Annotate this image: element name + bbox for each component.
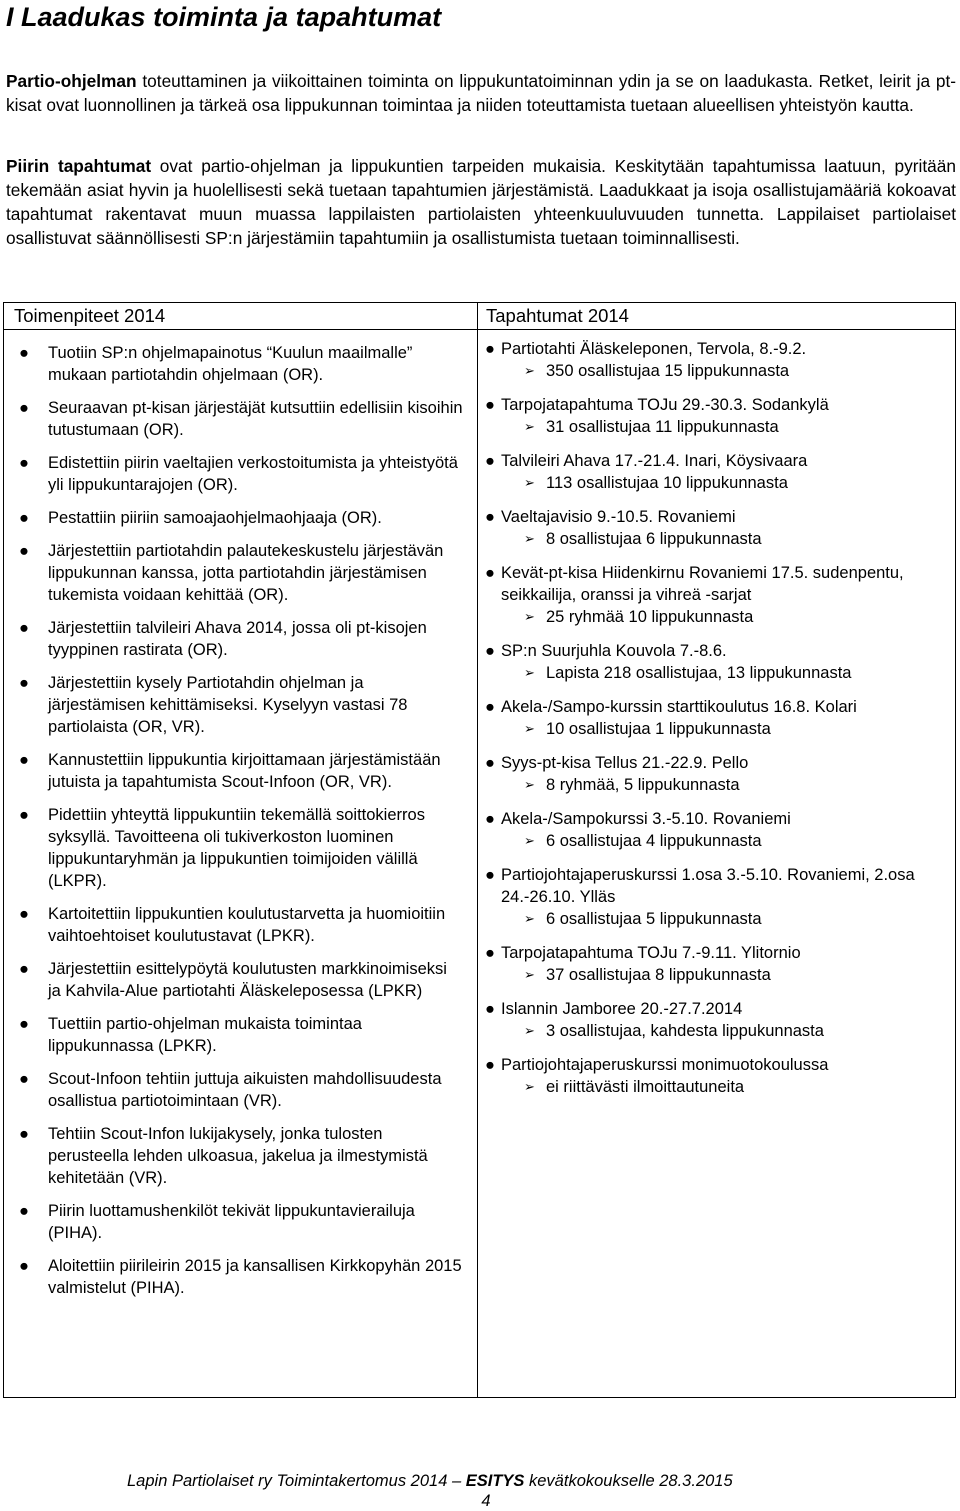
event-list-item	[484, 1054, 954, 1098]
event-name-row	[484, 562, 954, 606]
intro-bold-term-1: Partio-ohjelman	[6, 71, 137, 91]
action-list-item	[8, 672, 463, 738]
event-name-row	[484, 752, 954, 774]
bullet-icon: ●	[485, 866, 495, 884]
event-name: Akela-/Sampo-kurssin starttikoulutus 16.8. Kolari	[501, 698, 857, 716]
event-list-item	[484, 942, 954, 986]
event-detail-row	[484, 908, 954, 930]
bullet-icon: ●	[19, 344, 29, 362]
arrow-bullet-icon: ➢	[524, 665, 535, 680]
event-name-row	[484, 864, 954, 908]
event-detail-row	[484, 662, 954, 684]
event-detail-row	[484, 472, 954, 494]
bullet-icon: ●	[19, 1125, 29, 1143]
action-text: Pidettiin yhteyttä lippukuntiin tekemällä soittokierros syksyllä. Tavoitteena oli tukiverkoston luominen lippukuntaryhmän ja lippukuntien toimijoiden välillä (LKPR).	[48, 806, 425, 890]
bullet-icon: ●	[19, 1257, 29, 1275]
page-footer	[127, 1471, 847, 1491]
event-detail: 6 osallistujaa 4 lippukunnasta	[546, 832, 762, 850]
event-list-item	[484, 696, 954, 740]
event-name-row	[484, 450, 954, 472]
arrow-bullet-icon: ➢	[524, 967, 535, 982]
bullet-icon: ●	[19, 399, 29, 417]
action-list-item	[8, 617, 463, 661]
action-list-item	[8, 804, 463, 892]
bullet-icon: ●	[485, 452, 495, 470]
column-header-actions: Toimenpiteet 2014	[14, 305, 166, 326]
action-text: Kannustettiin lippukuntia kirjoittamaan järjestämistään jutuista ja tapahtumista Scout-Infoon (OR, VR).	[48, 751, 441, 791]
footer-text-after: kevätkokoukselle 28.3.2015	[524, 1472, 733, 1490]
action-text: Scout-Infoon tehtiin juttuja aikuisten mahdollisuudesta osallistua partiotoimintaan (VR).	[48, 1070, 442, 1110]
event-name: SP:n Suurjuhla Kouvola 7.-8.6.	[501, 642, 727, 660]
event-name: Akela-/Sampokurssi 3.-5.10. Rovaniemi	[501, 810, 791, 828]
arrow-bullet-icon: ➢	[524, 721, 535, 736]
event-list-item	[484, 450, 954, 494]
action-text: Seuraavan pt-kisan järjestäjät kutsuttiin edellisiin kisoihin tutustumaan (OR).	[48, 399, 463, 439]
event-detail: 113 osallistujaa 10 lippukunnasta	[546, 474, 788, 492]
intro-text-1: toteuttaminen ja viikoittainen toiminta on lippukuntatoiminnan ydin ja se on laadukasta. Retket, leirit ja pt-kisat ovat luonnollinen ja tärkeä osa lippukunnan toimintaa ja niiden toteuttamista tuetaan alueellisen yhteistyön kautta.	[6, 71, 956, 115]
action-text: Piirin luottamushenkilöt tekivät lippukuntavierailuja (PIHA).	[48, 1202, 415, 1242]
bullet-icon: ●	[485, 810, 495, 828]
event-detail-row	[484, 718, 954, 740]
intro-paragraph-2	[6, 154, 956, 250]
event-detail: 37 osallistujaa 8 lippukunnasta	[546, 966, 771, 984]
action-text: Pestattiin piiriin samoajaohjelmaohjaaja (OR).	[48, 509, 382, 527]
table-column-divider	[477, 303, 478, 1397]
event-detail-row	[484, 528, 954, 550]
event-detail-row	[484, 1020, 954, 1042]
bullet-icon: ●	[19, 454, 29, 472]
action-text: Järjestettiin partiotahdin palautekeskustelu järjestävän lippukunnan kanssa, jotta partiotahdin järjestämisen tukemista voidaan kehittää (OR).	[48, 542, 444, 604]
event-name-row	[484, 394, 954, 416]
event-name-row	[484, 506, 954, 528]
event-detail-row	[484, 360, 954, 382]
action-list-item	[8, 507, 463, 529]
bullet-icon: ●	[19, 751, 29, 769]
event-detail-row	[484, 416, 954, 438]
action-list-item	[8, 452, 463, 496]
intro-text-2: ovat partio-ohjelman ja lippukuntien tarpeiden mukaisia. Keskitytään tapahtumissa laatuun, pyritään tekemään asiat hyvin ja huolellisesti sekä tuetaan tapahtumien järjestämistä. Laadukkaat ja isoja osallistujamääriä kokoavat tapahtumat rakentavat muun muassa lappilaisten partiolaisten yhteenkuuluvuuden tunnetta. Lappilaiset partiolaiset osallistuvat säännöllisesti SP:n järjestämiin tapahtumiin ja osallistumista tuetaan toiminnallisesti.	[6, 156, 956, 248]
bullet-icon: ●	[485, 1000, 495, 1018]
footer-text-before: Lapin Partiolaiset ry Toimintakertomus 2014 –	[127, 1472, 466, 1490]
arrow-bullet-icon: ➢	[524, 475, 535, 490]
bullet-icon: ●	[485, 396, 495, 414]
action-text: Järjestettiin esittelypöytä koulutusten markkinoimiseksi ja Kahvila-Alue partiotahti Äläskeleposessa (LPKR)	[48, 960, 447, 1000]
event-name-row	[484, 808, 954, 830]
arrow-bullet-icon: ➢	[524, 777, 535, 792]
arrow-bullet-icon: ➢	[524, 419, 535, 434]
event-name: Syys-pt-kisa Tellus 21.-22.9. Pello	[501, 754, 749, 772]
event-name-row	[484, 640, 954, 662]
bullet-icon: ●	[19, 960, 29, 978]
action-text: Tuotiin SP:n ohjelmapainotus “Kuulun maailmalle” mukaan partiotahdin ohjelmaan (OR).	[48, 344, 413, 384]
event-list-item	[484, 506, 954, 550]
event-name-row	[484, 998, 954, 1020]
bullet-icon: ●	[19, 1015, 29, 1033]
action-text: Tuettiin partio-ohjelman mukaista toimintaa lippukunnassa (LPKR).	[48, 1015, 362, 1055]
action-list-item	[8, 1255, 463, 1299]
action-list-item	[8, 1200, 463, 1244]
page-title: I Laadukas toiminta ja tapahtumat	[6, 2, 442, 32]
arrow-bullet-icon: ➢	[524, 531, 535, 546]
event-name: Tarpojatapahtuma TOJu 7.-9.11. Ylitornio	[501, 944, 801, 962]
event-detail: 8 osallistujaa 6 lippukunnasta	[546, 530, 762, 548]
event-name-row	[484, 696, 954, 718]
bullet-icon: ●	[19, 619, 29, 637]
bullet-icon: ●	[485, 642, 495, 660]
column-header-events: Tapahtumat 2014	[486, 305, 629, 326]
bullet-icon: ●	[485, 754, 495, 772]
event-name: Partiojohtajaperuskurssi monimuotokoulussa	[501, 1056, 829, 1074]
action-text: Järjestettiin talvileiri Ahava 2014, jossa oli pt-kisojen tyyppinen rastirata (OR).	[48, 619, 427, 659]
action-list-item	[8, 958, 463, 1002]
bullet-icon: ●	[19, 905, 29, 923]
action-list-item	[8, 903, 463, 947]
bullet-icon: ●	[485, 1056, 495, 1074]
event-detail: 10 osallistujaa 1 lippukunnasta	[546, 720, 771, 738]
arrow-bullet-icon: ➢	[524, 833, 535, 848]
arrow-bullet-icon: ➢	[524, 363, 535, 378]
event-list-item	[484, 562, 954, 628]
arrow-bullet-icon: ➢	[524, 911, 535, 926]
event-detail: 6 osallistujaa 5 lippukunnasta	[546, 910, 762, 928]
footer-bold-word: ESITYS	[465, 1472, 525, 1490]
event-list-item	[484, 338, 954, 382]
bullet-icon: ●	[19, 1202, 29, 1220]
event-list-item	[484, 998, 954, 1042]
bullet-icon: ●	[19, 674, 29, 692]
event-detail: ei riittävästi ilmoittautuneita	[546, 1078, 745, 1096]
action-text: Aloitettiin piirileirin 2015 ja kansallisen Kirkkopyhän 2015 valmistelut (PIHA).	[48, 1257, 462, 1297]
bullet-icon: ●	[19, 806, 29, 824]
arrow-bullet-icon: ➢	[524, 609, 535, 624]
bullet-icon: ●	[19, 509, 29, 527]
event-name-row	[484, 942, 954, 964]
action-list-item	[8, 397, 463, 441]
event-detail: 3 osallistujaa, kahdesta lippukunnasta	[546, 1022, 824, 1040]
event-detail: 8 ryhmää, 5 lippukunnasta	[546, 776, 740, 794]
action-list-item	[8, 540, 463, 606]
event-detail-row	[484, 1076, 954, 1098]
event-name: Partiotahti Äläskeleponen, Tervola, 8.-9.2.	[501, 340, 807, 358]
event-list-item	[484, 808, 954, 852]
event-name: Kevät-pt-kisa Hiidenkirnu Rovaniemi 17.5. sudenpentu, seikkailija, oranssi ja vihreä -sarjat	[501, 564, 904, 604]
event-detail-row	[484, 964, 954, 986]
actions-events-table	[3, 302, 956, 1398]
events-list	[484, 338, 954, 1110]
table-header-rule	[4, 329, 955, 330]
arrow-bullet-icon: ➢	[524, 1023, 535, 1038]
event-list-item	[484, 640, 954, 684]
event-name: Vaeltajavisio 9.-10.5. Rovaniemi	[501, 508, 736, 526]
action-list-item	[8, 1013, 463, 1057]
event-detail-row	[484, 774, 954, 796]
event-list-item	[484, 752, 954, 796]
event-detail: 350 osallistujaa 15 lippukunnasta	[546, 362, 790, 380]
action-text: Edistettiin piirin vaeltajien verkostoitumista ja yhteistyötä yli lippukuntarajojen (OR).	[48, 454, 458, 494]
action-text: Järjestettiin kysely Partiotahdin ohjelman ja järjestämisen kehittämiseksi. Kyselyyn vastasi 78 partiolaista (OR, VR).	[48, 674, 408, 736]
event-detail: 31 osallistujaa 11 lippukunnasta	[546, 418, 779, 436]
intro-paragraph-1	[6, 69, 956, 117]
event-list-item	[484, 864, 954, 930]
event-name-row	[484, 1054, 954, 1076]
event-name: Partiojohtajaperuskurssi 1.osa 3.-5.10. Rovaniemi, 2.osa 24.-26.10. Ylläs	[501, 866, 915, 906]
bullet-icon: ●	[19, 542, 29, 560]
actions-list	[8, 342, 463, 1310]
event-name-row	[484, 338, 954, 360]
bullet-icon: ●	[485, 944, 495, 962]
page-number: 4	[481, 1492, 491, 1510]
bullet-icon: ●	[485, 340, 495, 358]
action-list-item	[8, 1068, 463, 1112]
event-detail-row	[484, 606, 954, 628]
event-list-item	[484, 394, 954, 438]
arrow-bullet-icon: ➢	[524, 1079, 535, 1094]
bullet-icon: ●	[19, 1070, 29, 1088]
event-detail: 25 ryhmää 10 lippukunnasta	[546, 608, 754, 626]
intro-bold-term-2: Piirin tapahtumat	[6, 156, 152, 176]
event-detail: Lapista 218 osallistujaa, 13 lippukunnasta	[546, 664, 852, 682]
action-text: Tehtiin Scout-Infon lukijakysely, jonka tulosten perusteella lehden ulkoasua, jakelua ja ilmestymistä kehitetään (VR).	[48, 1125, 428, 1187]
bullet-icon: ●	[485, 564, 495, 582]
event-name: Talvileiri Ahava 17.-21.4. Inari, Köysivaara	[501, 452, 808, 470]
event-name: Tarpojatapahtuma TOJu 29.-30.3. Sodankylä	[501, 396, 829, 414]
event-detail-row	[484, 830, 954, 852]
action-list-item	[8, 749, 463, 793]
action-list-item	[8, 342, 463, 386]
action-list-item	[8, 1123, 463, 1189]
bullet-icon: ●	[485, 698, 495, 716]
event-name: Islannin Jamboree 20.-27.7.2014	[501, 1000, 743, 1018]
action-text: Kartoitettiin lippukuntien koulutustarvetta ja huomioitiin vaihtoehtoiset koulutustavat (LPKR).	[48, 905, 446, 945]
bullet-icon: ●	[485, 508, 495, 526]
